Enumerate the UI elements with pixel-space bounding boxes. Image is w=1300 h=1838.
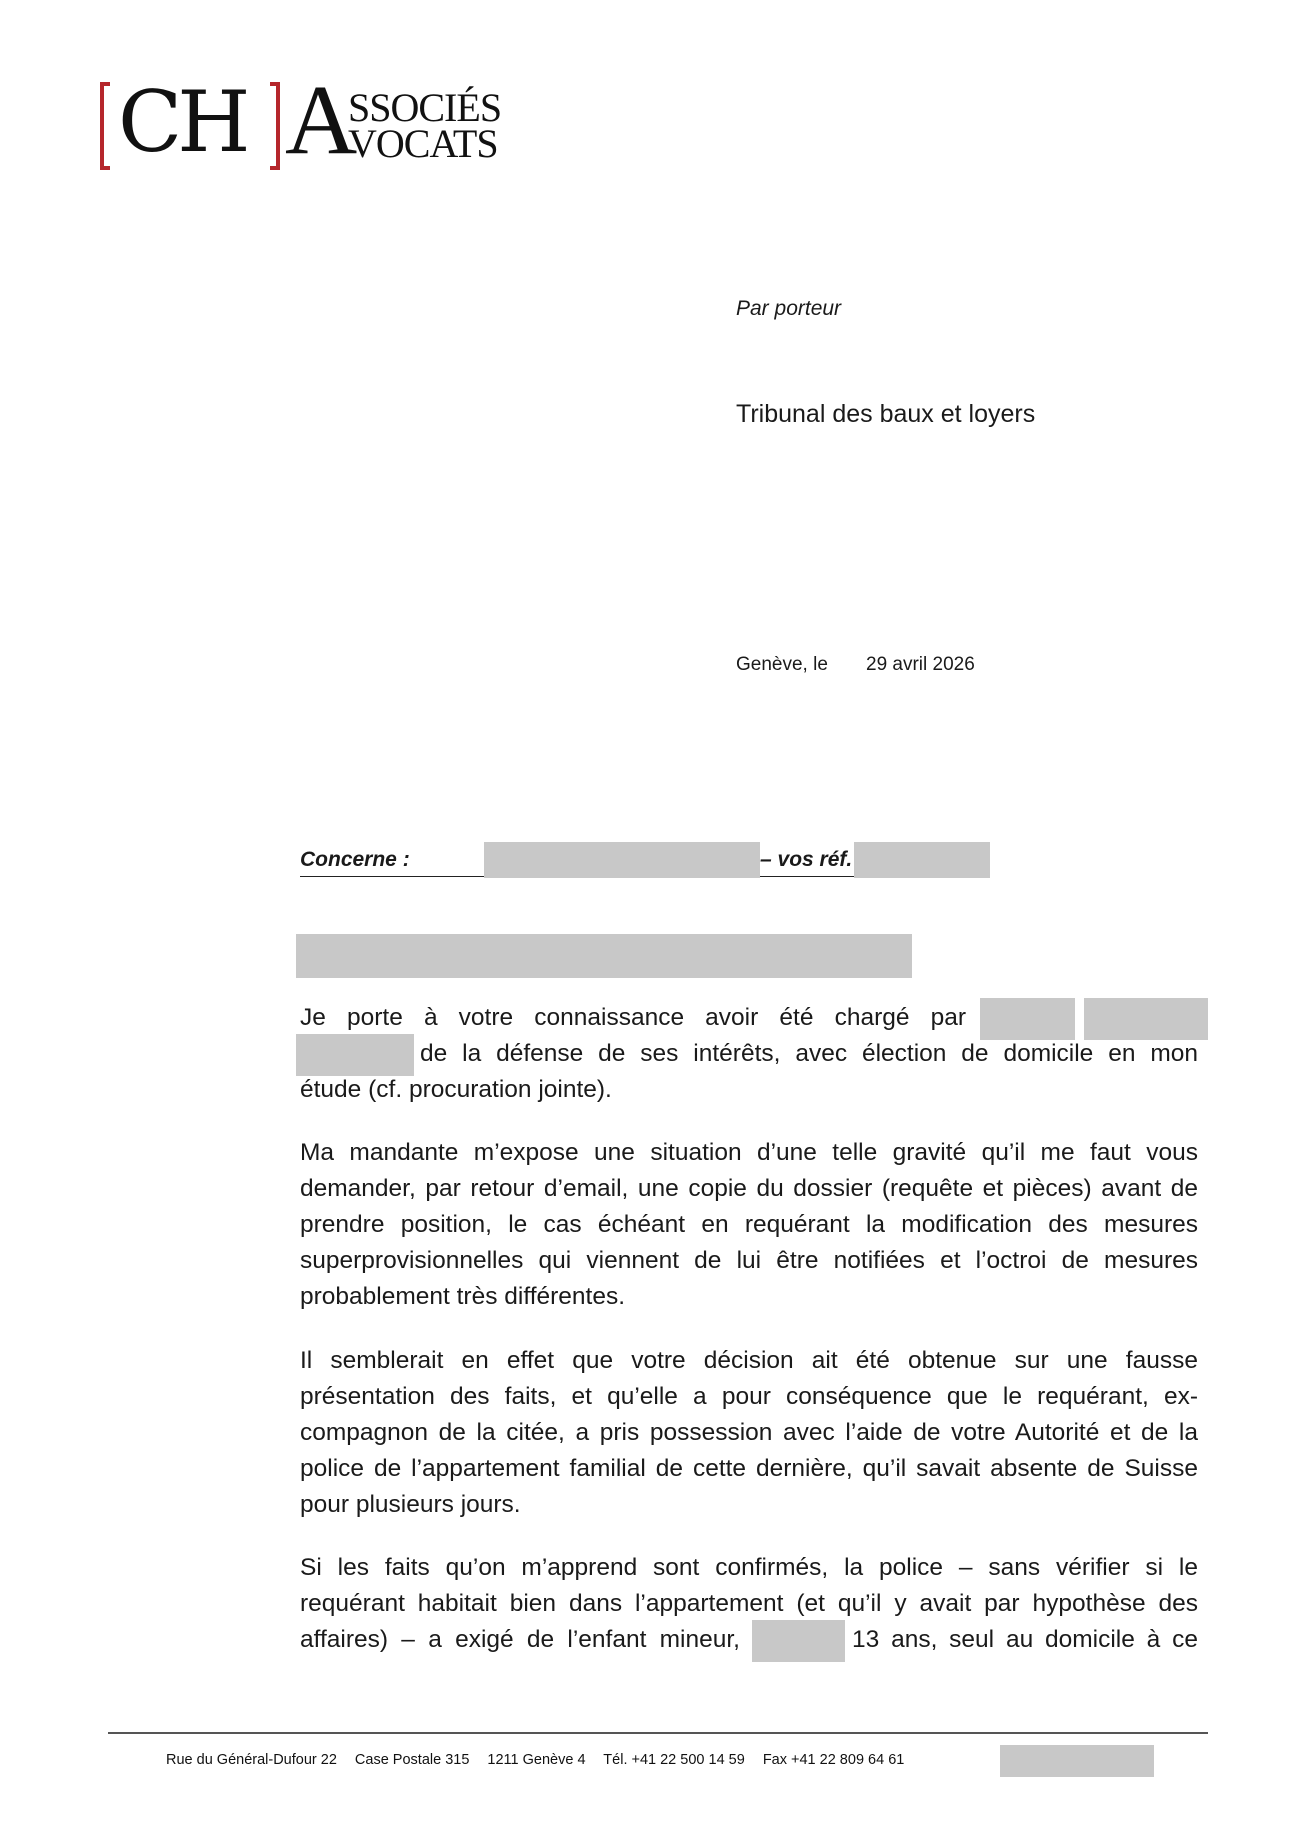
firm-logo [100, 64, 502, 178]
logo-right-bracket [270, 82, 280, 170]
footer-po-box: Case Postale 315 [354, 1752, 470, 1768]
logo-left-bracket [100, 82, 110, 170]
paragraph-1-line-3: étude (cf. procuration jointe). [300, 1076, 612, 1103]
redacted-salutation [296, 934, 912, 978]
subject-label: Concerne : [300, 848, 410, 871]
footer-divider [108, 1732, 1208, 1734]
redacted-client-last-name [1084, 998, 1208, 1040]
subject-line [300, 842, 990, 880]
redacted-child-name [752, 1620, 845, 1662]
logo-initial: A [285, 64, 358, 175]
recipient-name: Tribunal des baux et loyers [736, 400, 1036, 428]
footer-zip-city: 1211 Genève 4 [487, 1752, 586, 1768]
paragraph-4-line-1: Si les faits qu’on m’apprend sont confirmés, la police – sans vérifier si le [300, 1554, 1198, 1581]
footer-street: Rue du Général-Dufour 22 [166, 1752, 337, 1768]
paragraph-4-line-3a: affaires) – a exigé de l’enfant mineur, [300, 1626, 740, 1653]
delivery-method: Par porteur [736, 297, 842, 320]
paragraph-2: Ma mandante m’expose une situation d’une telle gravité qu’il me faut vous demander, par retour d’email, une copie du dossier (requête et pièces) avant de prendre position, le cas échéant en requérant la modification des mesures superprovisionnelles qui viennent de lui être notifiées et l’octroi de mesures probablement très différentes. [300, 1139, 1198, 1310]
footer-fax: Fax +41 22 809 64 61 [762, 1752, 905, 1768]
paragraph-4-line-3b: 13 ans, seul au domicile à ce [852, 1626, 1198, 1653]
redacted-client-name-cont [296, 1034, 414, 1076]
date-city: Genève, le [736, 654, 828, 675]
paragraph-4-line-2: requérant habitait bien dans l’appartement (et qu’il y avait par hypothèse des [300, 1590, 1198, 1617]
footer-address [166, 1752, 918, 1768]
paragraph-1-line-1: Je porte à votre connaissance avoir été chargé par [300, 1004, 966, 1031]
redacted-reference [854, 842, 990, 878]
logo-line-top: SSOCIÉS [348, 85, 502, 130]
paragraph-1-line-2: de la défense de ses intérêts, avec élection de domicile en mon [420, 1040, 1198, 1067]
logo-letters: CH [118, 73, 246, 171]
redacted-subject [484, 842, 760, 878]
footer-phone: Tél. +41 22 500 14 59 [603, 1752, 745, 1768]
paragraph-3: Il semblerait en effet que votre décision ait été obtenue sur une fausse présentation des faits, et qu’elle a pour conséquence que le requérant, ex-compagnon de la citée, a pris possession avec l’aide de votre Autorité et de la police de l’appartement familial de cette dernière, qu’il savait absente de Suisse pour plusieurs jours. [300, 1347, 1198, 1518]
reference-label: – vos réf. [760, 848, 853, 871]
letter-date: 29 avril 2026 [866, 654, 975, 675]
redacted-footer-contact [1000, 1745, 1154, 1777]
redacted-client-first-name [980, 998, 1075, 1040]
logo-line-bottom: VOCATS [348, 121, 498, 166]
